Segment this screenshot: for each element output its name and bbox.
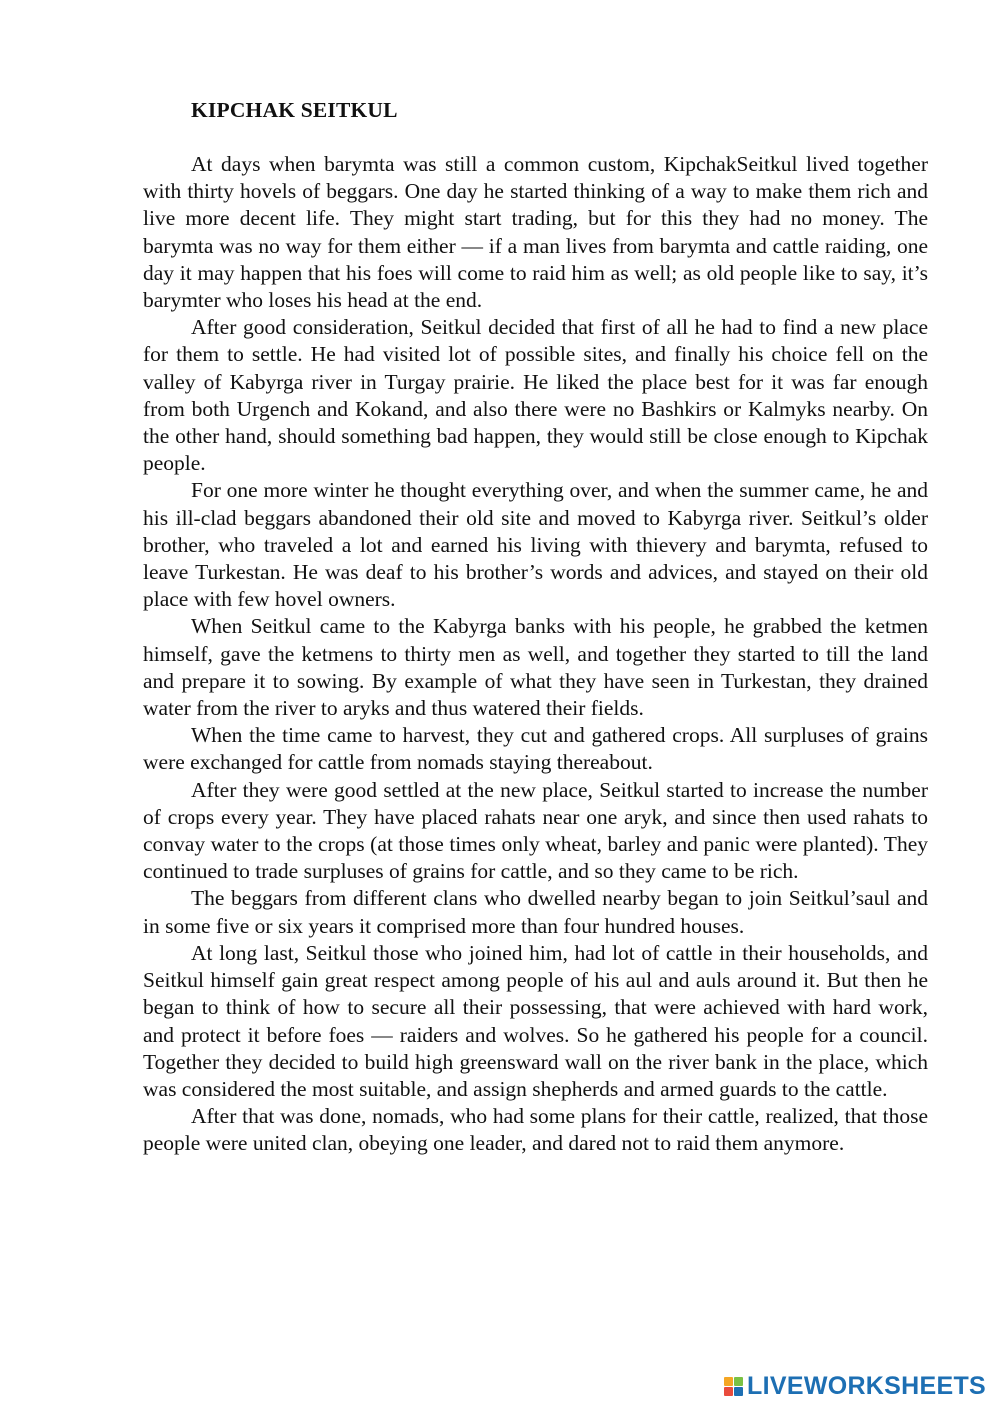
paragraph: At long last, Seitkul those who joined him, had lot of cattle in their households, and Seitkul himself gain great respect among people of his aul and auls around it. But then he began to think of how to secure all their possessing, that were achieved with hard work, and protect it before foes — raiders and wolves. So he gathered his people for a council. Together they decided to build high greensward wall on the river bank in the place, which was considered the most suitable, and assign shepherds and armed guards to the cattle. bbox=[143, 940, 928, 1101]
paragraph: The beggars from different clans who dwelled nearby began to join Seitkul’saul and in some five or six years it comprised more than four hundred houses. bbox=[143, 886, 928, 938]
logo-square bbox=[724, 1377, 733, 1386]
logo-text: LIVEWORKSHEETS bbox=[747, 1372, 986, 1400]
paragraph: When the time came to harvest, they cut and gathered crops. All surpluses of grains were exchanged for cattle from nomads staying thereabout. bbox=[143, 723, 928, 775]
logo-square bbox=[734, 1377, 743, 1386]
paragraph: For one more winter he thought everything over, and when the summer came, he and his ill-clad beggars abandoned their old site and moved to Kabyrga river. Seitkul’s older brother, who traveled a lot and earned his living with thievery and barymta, refused to leave Turkestan. He was deaf to his brother’s words and advices, and stayed on their old place with few hovel owners. bbox=[143, 478, 928, 612]
paragraph: After good consideration, Seitkul decided that first of all he had to find a new place for them to settle. He had visited lot of possible sites, and finally his choice fell on the valley of Kabyrga river in Turgay prairie. He liked the place best for it was far enough from both Urgench and Kokand, and also there were no Bashkirs or Kalmyks nearby. On the other hand, should something bad happen, they would still be close enough to Kipchak people. bbox=[143, 315, 928, 476]
logo-square bbox=[724, 1387, 733, 1396]
document-page bbox=[143, 96, 928, 1158]
paragraph: At days when barymta was still a common custom, KipchakSeitkul lived together with thirty hovels of beggars. One day he started thinking of a way to make them rich and live more decent life. They might start trading, but for this they had no money. The barymta was no way for them either — if a man lives from barymta and cattle raiding, one day it may happen that his foes will come to raid him as well; as old people like to say, it’s barymter who loses his head at the end. bbox=[143, 152, 928, 313]
document-body bbox=[143, 151, 928, 1158]
paragraph: When Seitkul came to the Kabyrga banks with his people, he grabbed the ketmen himself, gave the ketmens to thirty men as well, and together they started to till the land and prepare it to sowing. By example of what they have seen in Turkestan, they drained water from the river to aryks and thus watered their fields. bbox=[143, 614, 928, 721]
liveworksheets-logo bbox=[724, 1374, 986, 1399]
liveworksheets-logo-icon bbox=[724, 1377, 743, 1396]
paragraph: After they were good settled at the new place, Seitkul started to increase the number of crops every year. They have placed rahats near one aryk, and since then used rahats to convay water to the crops (at those times only wheat, barley and panic were planted). They continued to trade surpluses of grains for cattle, and so they came to be rich. bbox=[143, 777, 928, 884]
paragraph: After that was done, nomads, who had some plans for their cattle, realized, that those people were united clan, obeying one leader, and dared not to raid them anymore. bbox=[143, 1104, 928, 1156]
logo-square bbox=[734, 1387, 743, 1396]
document-title: KIPCHAK SEITKUL bbox=[191, 98, 398, 122]
